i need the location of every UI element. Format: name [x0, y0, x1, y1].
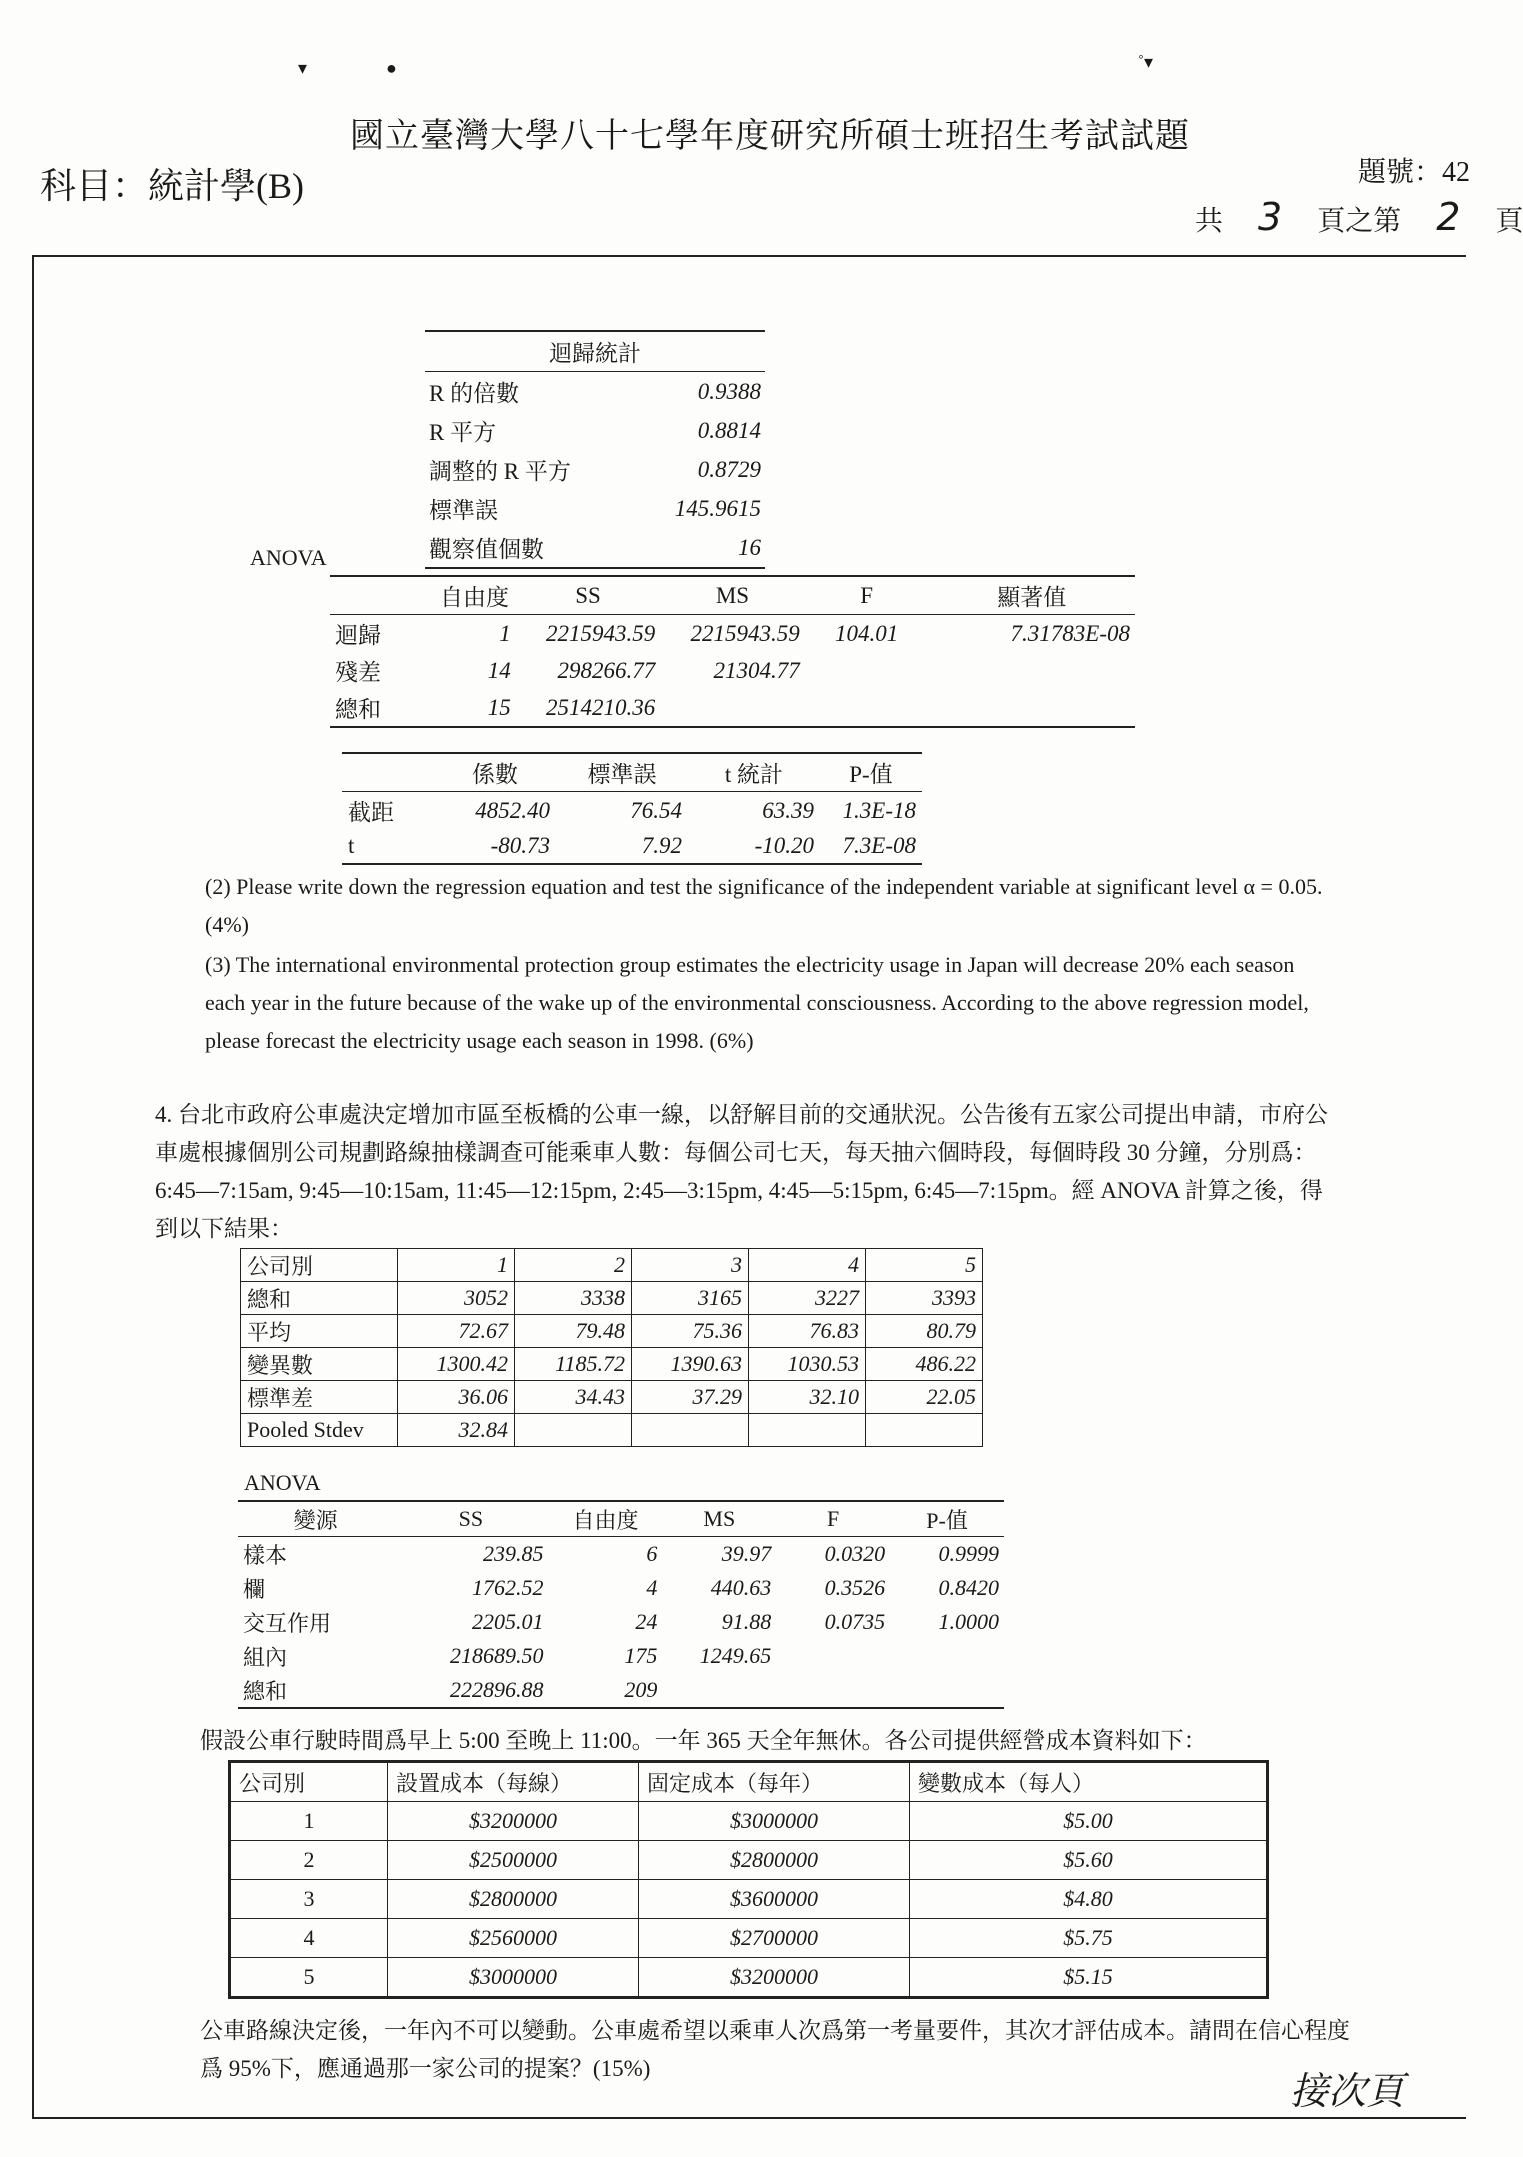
firm-cell: 3338	[515, 1282, 632, 1315]
cost-cell: $3000000	[388, 1958, 639, 1998]
cost-cell: $3600000	[639, 1880, 910, 1919]
anova1-cell: 2215943.59	[546, 620, 656, 646]
anova2-cell: 0.8420	[938, 1575, 999, 1600]
cost-header: 固定成本（每年）	[639, 1762, 910, 1802]
firm-cell: 總和	[241, 1282, 398, 1315]
anova1-cell: 1	[499, 620, 511, 646]
anova2-cell: 440.63	[710, 1575, 772, 1600]
cost-cell: $5.00	[910, 1802, 1268, 1841]
cost-cell: 2	[230, 1841, 388, 1880]
anova1-cell: 298266.77	[557, 657, 656, 683]
stat-label: R 的倍數	[429, 381, 520, 406]
cost-cell: $3200000	[388, 1802, 639, 1841]
scan-mark: ˚▾	[1138, 52, 1154, 72]
assumption-text: 假設公車行駛時間爲早上 5:00 至晚上 11:00。一年 365 天全年無休。各公司提供經營成本資料如下：	[200, 1728, 1207, 1753]
firm-cell: 5	[866, 1249, 983, 1282]
firm-cell: 4	[749, 1249, 866, 1282]
anova1-header: 顯著值	[929, 576, 1135, 615]
anova2-cell: 2205.01	[472, 1609, 544, 1634]
anova2-cell	[662, 1673, 776, 1708]
anova1-cell: 總和	[330, 689, 433, 727]
coef-cell: -10.20	[688, 829, 820, 864]
coef-cell: 63.39	[762, 797, 814, 823]
anova1-header	[330, 576, 433, 615]
firm-cell: 32.10	[749, 1381, 866, 1414]
firm-cell: 34.43	[515, 1381, 632, 1414]
firm-cell: 3227	[749, 1282, 866, 1315]
coef-header: 係數	[434, 753, 556, 792]
coef-header: 標準誤	[556, 753, 688, 792]
firm-cell: 公司別	[241, 1249, 398, 1282]
firm-cell: 486.22	[866, 1348, 983, 1381]
page-mid: 頁之第	[1317, 206, 1402, 237]
cost-header: 變數成本（每人）	[910, 1762, 1268, 1802]
anova1-cell	[929, 689, 1135, 727]
stat-value: 0.9388	[697, 378, 761, 404]
question-part-2: (2) Please write down the regression equation and test the significance of the independent variable at significant level α = 0.05. (4%)	[205, 874, 1323, 937]
coef-cell: 7.3E-08	[820, 829, 922, 864]
cost-cell: $2500000	[388, 1841, 639, 1880]
stat-label: 調整的 R 平方	[429, 459, 571, 484]
firm-cell: 平均	[241, 1315, 398, 1348]
stat-label: R 平方	[429, 420, 497, 445]
coef-header: P-值	[820, 753, 922, 792]
anova2-cell: 欄	[243, 1576, 266, 1602]
cost-cell: $4.80	[910, 1880, 1268, 1919]
anova2-cell: 樣本	[243, 1542, 288, 1568]
firm-cell: 3	[632, 1249, 749, 1282]
firm-cell: 36.06	[398, 1381, 515, 1414]
anova2-header: P-值	[890, 1501, 1004, 1537]
firm-cell: 變異數	[241, 1348, 398, 1381]
firm-cell: 22.05	[866, 1381, 983, 1414]
anova2-cell	[776, 1639, 890, 1673]
coef-cell: 4852.40	[475, 797, 550, 823]
stat-value: 145.9615	[674, 495, 761, 521]
anova2-cell: 1.0000	[938, 1609, 999, 1634]
scan-mark: ▾	[298, 58, 308, 78]
anova2-cell: 209	[549, 1673, 663, 1708]
scan-mark: ●	[386, 58, 397, 78]
anova1-label: ANOVA	[250, 545, 327, 570]
anova2-cell: 1249.65	[699, 1643, 772, 1668]
anova1-cell	[660, 689, 804, 727]
page-total: 3	[1258, 195, 1283, 239]
firm-cell: 32.84	[398, 1414, 515, 1447]
cost-cell: 4	[230, 1919, 388, 1958]
firm-cell: 80.79	[866, 1315, 983, 1348]
cost-cell: $2800000	[639, 1841, 910, 1880]
anova1-cell: 2215943.59	[690, 620, 800, 646]
anova2-cell: 0.0735	[824, 1609, 886, 1634]
anova2-table	[238, 1500, 1004, 1709]
anova2-cell: 4	[646, 1575, 658, 1600]
anova1-cell: 15	[433, 689, 516, 727]
anova2-cell: 總和	[238, 1673, 393, 1708]
anova2-cell: 91.88	[721, 1609, 772, 1634]
coef-cell: 1.3E-18	[842, 797, 916, 823]
cost-cell: 5	[230, 1958, 388, 1998]
cost-cell: 1	[230, 1802, 388, 1841]
anova1-cell: 104.01	[835, 620, 899, 646]
coefficients-table	[342, 752, 922, 865]
coef-cell: 7.92	[556, 829, 688, 864]
anova2-cell: 1762.52	[472, 1575, 544, 1600]
page-counter	[1195, 195, 1523, 239]
cost-cell: $2800000	[388, 1880, 639, 1919]
anova1-cell	[929, 652, 1135, 689]
firm-cell: 1030.53	[749, 1348, 866, 1381]
coef-cell: -80.73	[434, 829, 556, 864]
firm-cell: 72.67	[398, 1315, 515, 1348]
anova1-cell: 14	[487, 657, 511, 683]
cost-header: 設置成本（每線）	[388, 1762, 639, 1802]
cost-cell: $3000000	[639, 1802, 910, 1841]
anova2-label: ANOVA	[244, 1470, 321, 1495]
anova2-cell: 175	[624, 1643, 658, 1668]
anova2-cell: 239.85	[483, 1541, 544, 1566]
page-suffix: 頁	[1495, 206, 1523, 237]
stat-label: 標準誤	[429, 498, 498, 523]
next-page-note: 接次頁	[1290, 2069, 1405, 2113]
firm-cell: 79.48	[515, 1315, 632, 1348]
firm-cell: 標準差	[241, 1381, 398, 1414]
anova1-cell: 21304.77	[713, 657, 800, 683]
anova2-cell: 24	[635, 1609, 658, 1634]
anova2-header: MS	[662, 1501, 776, 1537]
firm-cell: 1	[398, 1249, 515, 1282]
firm-cell: 75.36	[632, 1315, 749, 1348]
firm-cell	[515, 1414, 632, 1447]
cost-cell: $3200000	[639, 1958, 910, 1998]
firm-cell: 2	[515, 1249, 632, 1282]
firm-cell	[749, 1414, 866, 1447]
firm-summary-table	[240, 1248, 983, 1447]
firm-cell	[866, 1414, 983, 1447]
cost-cell: $2560000	[388, 1919, 639, 1958]
anova1-cell	[805, 652, 929, 689]
anova1-cell: 殘差	[335, 660, 381, 685]
cost-header: 公司別	[230, 1762, 388, 1802]
anova1-cell: 迴歸	[335, 623, 381, 648]
anova1-header: SS	[516, 576, 660, 615]
anova2-cell	[776, 1673, 890, 1708]
anova1-cell: 2514210.36	[516, 689, 660, 727]
cost-cell: $2700000	[639, 1919, 910, 1958]
cost-cell: $5.60	[910, 1841, 1268, 1880]
cost-cell: 3	[230, 1880, 388, 1919]
anova1-header: F	[805, 576, 929, 615]
stat-label: 觀察值個數	[425, 528, 634, 568]
anova2-cell	[890, 1639, 1004, 1673]
anova2-header: 自由度	[549, 1501, 663, 1537]
anova2-header: 變源	[238, 1501, 393, 1537]
anova2-cell: 0.9999	[938, 1541, 999, 1566]
anova2-cell: 交互作用	[243, 1610, 332, 1636]
firm-cell: 1390.63	[632, 1348, 749, 1381]
anova2-header: SS	[393, 1501, 548, 1537]
anova2-cell: 0.3526	[824, 1575, 886, 1600]
coef-cell: t	[342, 829, 434, 864]
anova2-cell: 組內	[243, 1644, 288, 1670]
stat-value: 0.8814	[697, 417, 761, 443]
regression-stats-title: 迴歸統計	[425, 331, 765, 372]
coef-cell: 截距	[348, 800, 394, 825]
anova2-header: F	[776, 1501, 890, 1537]
firm-cell: 1185.72	[515, 1348, 632, 1381]
question-number: 題號：42	[1358, 157, 1471, 188]
question-4-text: 4. 台北市政府公車處決定增加市區至板橋的公車一線，以舒解目前的交通狀況。公告後有五家公司提出申請，市府公車處根據個別公司規劃路線抽樣調查可能乘車人數：每個公司七天，每天抽六個時段，每個時段 30 分鐘，分別爲：6:45—7:15am, 9:45—10:15am, 11:45—12:15pm, 2:45—3:15pm, 4:45—5:15pm, 6:45—7:15pm。經 ANOVA 計算之後，得到以下結果：	[155, 1102, 1328, 1241]
firm-cell: 76.83	[749, 1315, 866, 1348]
coef-cell: 76.54	[630, 797, 682, 823]
firm-cell: 3165	[632, 1282, 749, 1315]
firm-cell	[632, 1414, 749, 1447]
question-part-3: (3) The international environmental protection group estimates the electricity usage in Japan will decrease 20% each season each year in the future because of the wake up of the environmental consciousness. According to the above regression model, please forecast the electricity usage each season in 1998. (6%)	[205, 952, 1309, 1053]
exam-title: 國立臺灣大學八十七學年度研究所碩士班招生考試試題	[350, 118, 1190, 155]
coef-header	[342, 753, 434, 792]
anova1-cell	[805, 689, 929, 727]
subject-label: 科目：統計學(B)	[40, 166, 304, 206]
anova2-cell: 6	[646, 1541, 658, 1566]
firm-cell: 1300.42	[398, 1348, 515, 1381]
stat-value: 0.8729	[697, 456, 761, 482]
cost-cell: $5.75	[910, 1919, 1268, 1958]
anova2-cell: 222896.88	[393, 1673, 548, 1708]
regression-stats-table	[425, 330, 765, 569]
anova2-cell: 218689.50	[450, 1643, 544, 1668]
firm-cell: 37.29	[632, 1381, 749, 1414]
anova1-header: 自由度	[433, 576, 516, 615]
stat-value: 16	[634, 528, 765, 568]
anova1-table	[330, 575, 1135, 728]
anova2-cell: 39.97	[721, 1541, 772, 1566]
cost-table	[228, 1760, 1269, 1999]
page-current: 2	[1436, 195, 1461, 239]
final-question: 公車路線決定後，一年內不可以變動。公車處希望以乘車人次爲第一考量要件，其次才評估成本。請問在信心程度爲 95%下，應通過那一家公司的提案？(15%)	[200, 2018, 1350, 2081]
firm-cell: 3052	[398, 1282, 515, 1315]
firm-cell: 3393	[866, 1282, 983, 1315]
anova1-header: MS	[660, 576, 804, 615]
anova2-cell	[890, 1673, 1004, 1708]
cost-cell: $5.15	[910, 1958, 1268, 1998]
anova2-cell: 0.0320	[824, 1541, 886, 1566]
coef-header: t 統計	[688, 753, 820, 792]
page-total-prefix: 共	[1195, 206, 1224, 237]
firm-cell: Pooled Stdev	[241, 1414, 398, 1447]
anova1-cell: 7.31783E-08	[1010, 620, 1130, 646]
